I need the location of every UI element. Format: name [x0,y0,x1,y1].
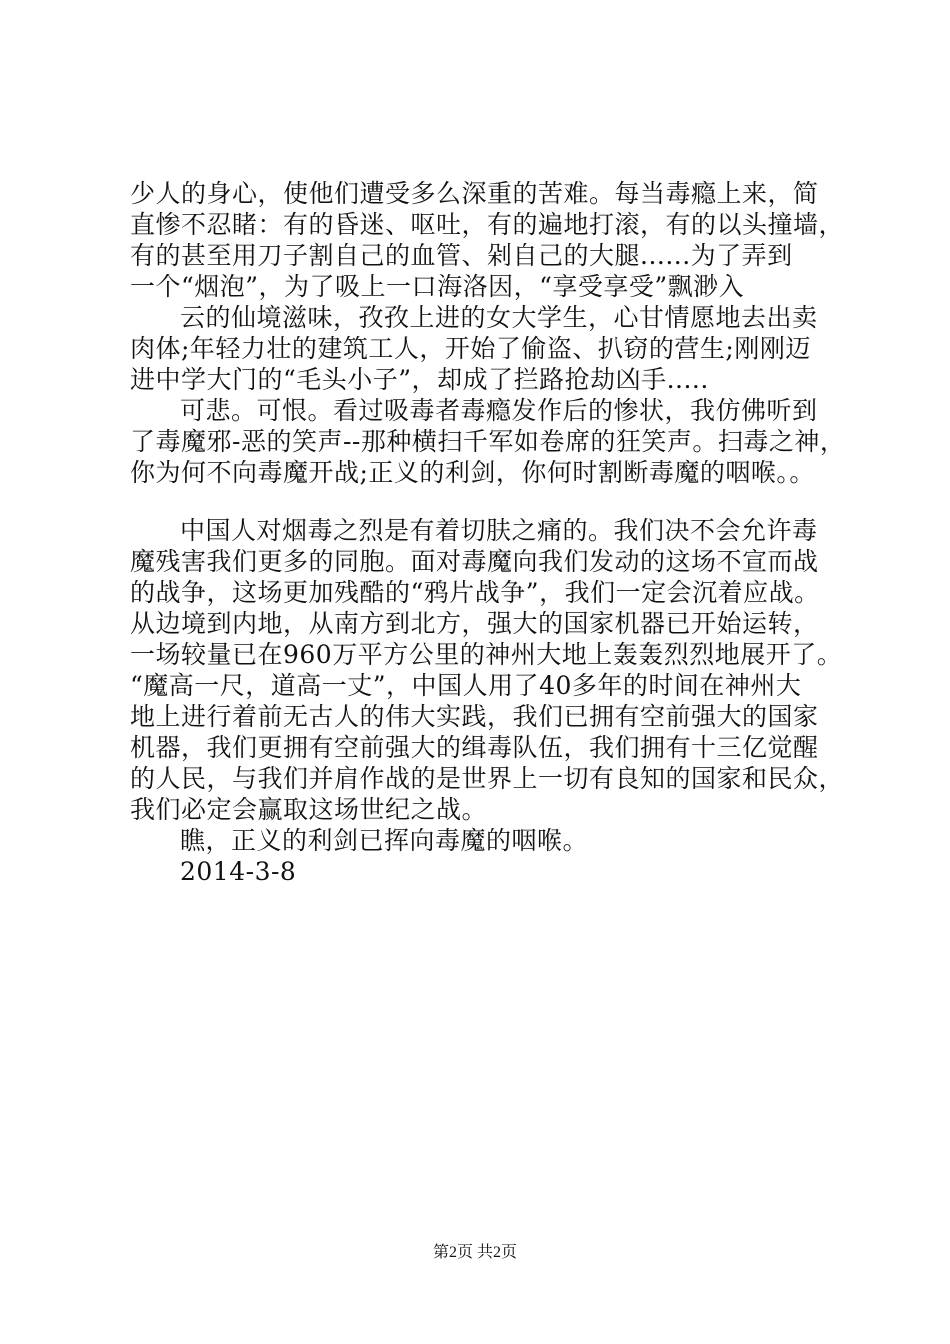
paragraph-4 [130,515,845,825]
paragraph-5 [130,825,830,856]
paragraph-line: 进中学大门的“毛头小子”，却成了拦路抢劫凶手..... [130,365,709,394]
paragraph-line: 直惨不忍睹：有的昏迷、呕吐，有的遍地打滚，有的以头撞墙， [130,210,845,239]
paragraph-line: 少人的身心，使他们遭受多么深重的苦难。每当毒瘾上来，简 [130,179,819,208]
paragraph-line: 你为何不向毒魔开战;正义的利剑，你何时割断毒魔的咽喉。。 [130,458,815,487]
date-text: 2014-3-8 [180,857,297,886]
document-date [130,856,830,887]
paragraph-line: 肉体;年轻力壮的建筑工人，开始了偷盗、扒窃的营生;刚刚迈 [130,334,811,363]
page-number-footer: 第2页 共2页 [432,1244,517,1261]
paragraph-line: 有的甚至用刀子割自己的血管、剁自己的大腿......为了弄到 [130,241,793,270]
paragraph-line: 中国人对烟毒之烈是有着切肤之痛的。我们决不会允许毒 [180,516,818,545]
paragraph-2 [130,302,830,395]
paragraph-line: 的人民，与我们并肩作战的是世界上一切有良知的国家和民众， [130,764,845,793]
paragraph-line: 可悲。可恨。看过吸毒者毒瘾发作后的惨状，我仿佛听到 [180,396,818,425]
paragraph-line: 我们必定会赢取这场世纪之战。 [130,795,488,824]
paragraph-line: 机器，我们更拥有空前强大的缉毒队伍，我们拥有十三亿觉醒 [130,733,819,762]
paragraph-line: 了毒魔邪-恶的笑声--那种横扫千军如卷席的狂笑声。扫毒之神， [130,427,846,456]
paragraph-line: 一个“烟泡”，为了吸上一口海洛因，“享受享受”飘渺入 [130,272,745,301]
paragraph-line: “魔高一尺，道高一丈”，中国人用了40多年的时间在神州大 [130,671,802,700]
paragraph-3 [130,395,846,488]
paragraph-line: 从边境到内地，从南方到北方，强大的国家机器已开始运转， [130,609,819,638]
paragraph-line: 的战争，这场更加残酷的“鸦片战争”，我们一定会沉着应战。 [130,578,820,607]
paragraph-1 [130,178,845,302]
paragraph-line: 云的仙境滋味，孜孜上进的女大学生，心甘情愿地去出卖 [180,303,818,332]
paragraph-line: 魔残害我们更多的同胞。面对毒魔向我们发动的这场不宣而战 [130,547,819,576]
paragraph-line: 一场较量已在960万平方公里的神州大地上轰轰烈烈地展开了。 [130,640,843,669]
paragraph-line: 瞧，正义的利剑已挥向毒魔的咽喉。 [180,826,589,855]
paragraph-line: 地上进行着前无古人的伟大实践，我们已拥有空前强大的国家 [130,702,819,731]
